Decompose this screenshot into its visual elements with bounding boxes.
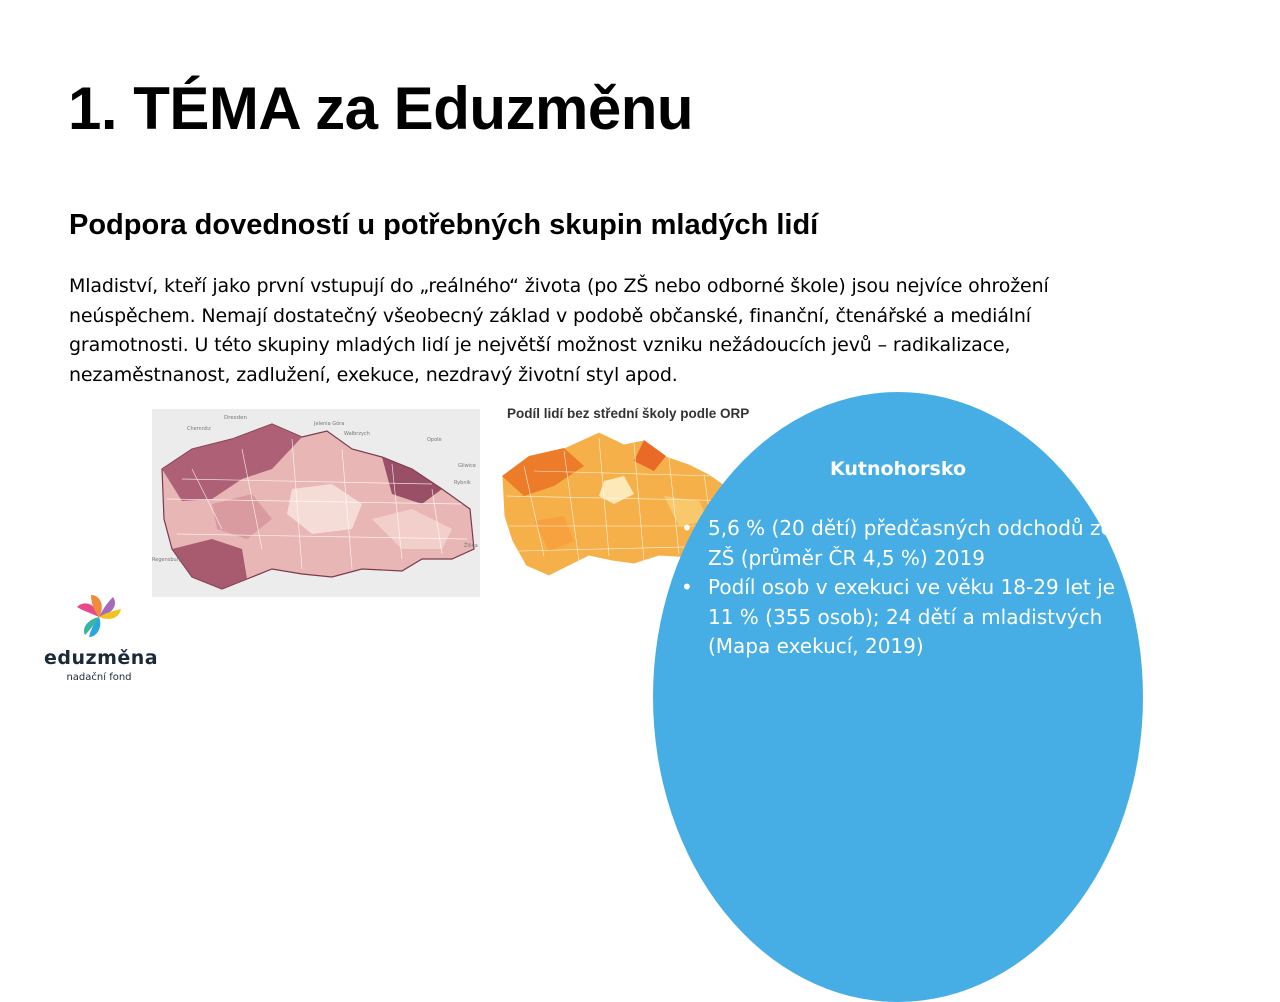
- callout-item: • Podíl osob v exekuci ve věku 18-29 let je 11 % (355 osob); 24 dětí a mladistvých (Mapa exekucí, 2019): [681, 573, 1121, 662]
- logo-tagline: nadační fond: [66, 672, 132, 683]
- map-label-zilina: Žilina: [464, 543, 478, 549]
- callout-title: Kutnohorsko: [829, 458, 966, 480]
- callout-item: • 5,6 % (20 dětí) předčasných odchodů ze ZŠ (průměr ČR 4,5 %) 2019: [681, 514, 1121, 573]
- slide-subtitle: Podpora dovedností u potřebných skupin mladých lidí: [69, 209, 819, 241]
- map-label-jelenia-gora: Jelenia Góra: [314, 421, 345, 427]
- czech-map-pink: [152, 409, 480, 597]
- map-label-chemnitz: Chemnitz: [187, 426, 211, 432]
- slide-title: 1. TÉMA za Eduzměnu: [68, 75, 694, 142]
- map-label-gliwice: Gliwice: [458, 463, 476, 469]
- callout-circle: [653, 392, 1143, 1002]
- eduzmena-logo: [44, 593, 159, 685]
- orp-map-title: Podíl lidí bez střední školy podle ORP: [507, 406, 750, 421]
- map-label-walbrzych: Wałbrzych: [344, 431, 370, 437]
- callout-list: [681, 514, 1121, 662]
- exekuce-map-image: [152, 409, 480, 597]
- body-paragraph: Mladiství, kteří jako první vstupují do „reálného“ života (po ZŠ nebo odborné škole) jsou nejvíce ohrožení neúspěchem. Nemají dostatečný všeobecný základ v podobě občanské, finanční, čtenářské a mediální gramotnosti. U této skupiny mladých lidí je největší možnost vzniku nežádoucích jevů – radikalizace, nezaměstnanost, zadlužení, exekuce, nezdravý životní styl apod.: [69, 275, 1049, 386]
- map-label-rybnik: Rybnik: [454, 480, 471, 486]
- map-label-regensburg: Regensburg: [152, 557, 182, 563]
- map-label-opole: Opole: [427, 437, 442, 443]
- logo-name: eduzměna: [44, 647, 159, 669]
- map-label-dresden: Dresden: [224, 415, 247, 421]
- pinwheel-logo-icon: [44, 593, 154, 647]
